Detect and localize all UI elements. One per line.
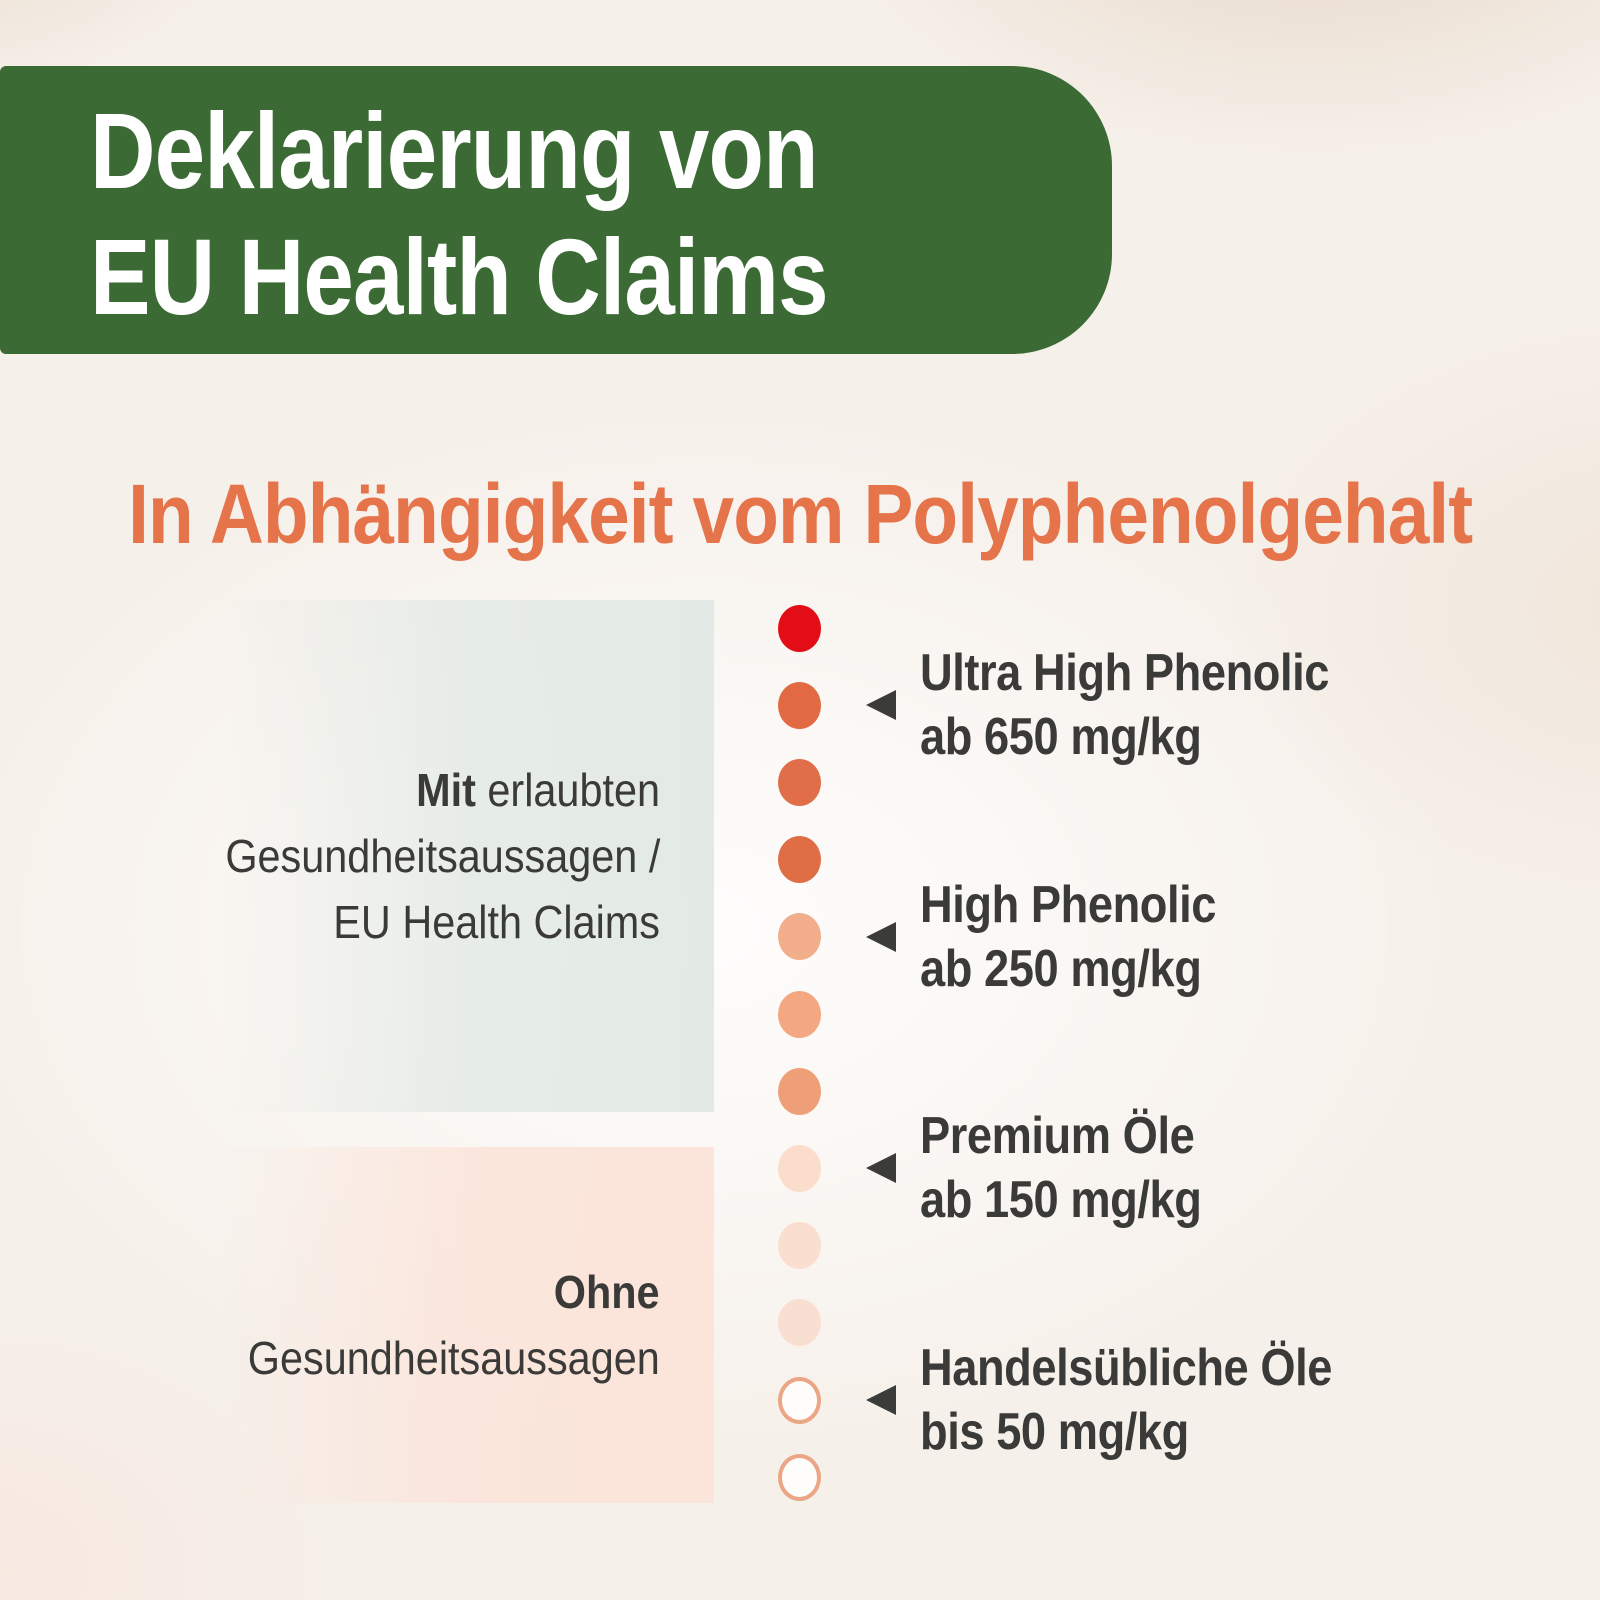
scale-dot-3 <box>778 759 821 806</box>
scale-dot-2 <box>778 682 821 729</box>
category-label-3 <box>920 1104 1201 1232</box>
category-name: Premium Öle <box>920 1107 1195 1166</box>
category-name: Ultra High Phenolic <box>920 644 1329 703</box>
category-threshold: ab 650 mg/kg <box>920 708 1202 767</box>
scale-dot-8 <box>778 1145 821 1192</box>
category-name: High Phenolic <box>920 875 1216 934</box>
no-claims-bold: Ohne <box>554 1266 660 1318</box>
claims-allowed-rest: erlaubten <box>475 764 660 816</box>
claims-allowed-bold: Mit <box>416 764 476 816</box>
scale-dot-10 <box>778 1299 821 1346</box>
scale-dot-1 <box>778 605 821 652</box>
arrow-left-icon-4 <box>866 1385 896 1415</box>
scale-dot-7 <box>778 1068 821 1115</box>
scale-dot-5 <box>778 913 821 960</box>
scale-dot-9 <box>778 1222 821 1269</box>
no-claims-line1 <box>554 1259 660 1325</box>
arrow-left-icon-1 <box>866 690 896 720</box>
claims-allowed-block <box>222 600 714 1112</box>
category-label-1 <box>920 641 1329 769</box>
claims-allowed-line2: Gesundheitsaussagen / <box>224 830 660 882</box>
scale-dot-6 <box>778 991 821 1038</box>
subtitle <box>0 468 1600 560</box>
category-label-4 <box>920 1336 1332 1464</box>
category-name: Handelsübliche Öle <box>920 1339 1333 1397</box>
page-title-line2: EU Health Claims <box>90 216 828 337</box>
no-claims-block <box>222 1147 714 1503</box>
scale-dot-11 <box>778 1377 821 1424</box>
title-banner <box>0 66 1112 354</box>
page-title <box>90 88 828 340</box>
category-threshold: ab 150 mg/kg <box>920 1171 1202 1230</box>
subtitle-text: In Abhängigkeit vom Polyphenolgehalt <box>127 467 1473 561</box>
arrow-left-icon-2 <box>866 922 896 952</box>
arrow-left-icon-3 <box>866 1153 896 1183</box>
category-label-2 <box>920 873 1216 1001</box>
scale-dot-12 <box>778 1454 821 1501</box>
page-title-line1: Deklarierung von <box>90 90 818 211</box>
category-threshold: bis 50 mg/kg <box>920 1403 1189 1461</box>
scale-dot-4 <box>778 836 821 883</box>
category-threshold: ab 250 mg/kg <box>920 939 1202 998</box>
claims-allowed-line1 <box>416 757 660 823</box>
claims-allowed-line3: EU Health Claims <box>333 896 660 948</box>
no-claims-line2: Gesundheitsaussagen <box>247 1332 660 1384</box>
